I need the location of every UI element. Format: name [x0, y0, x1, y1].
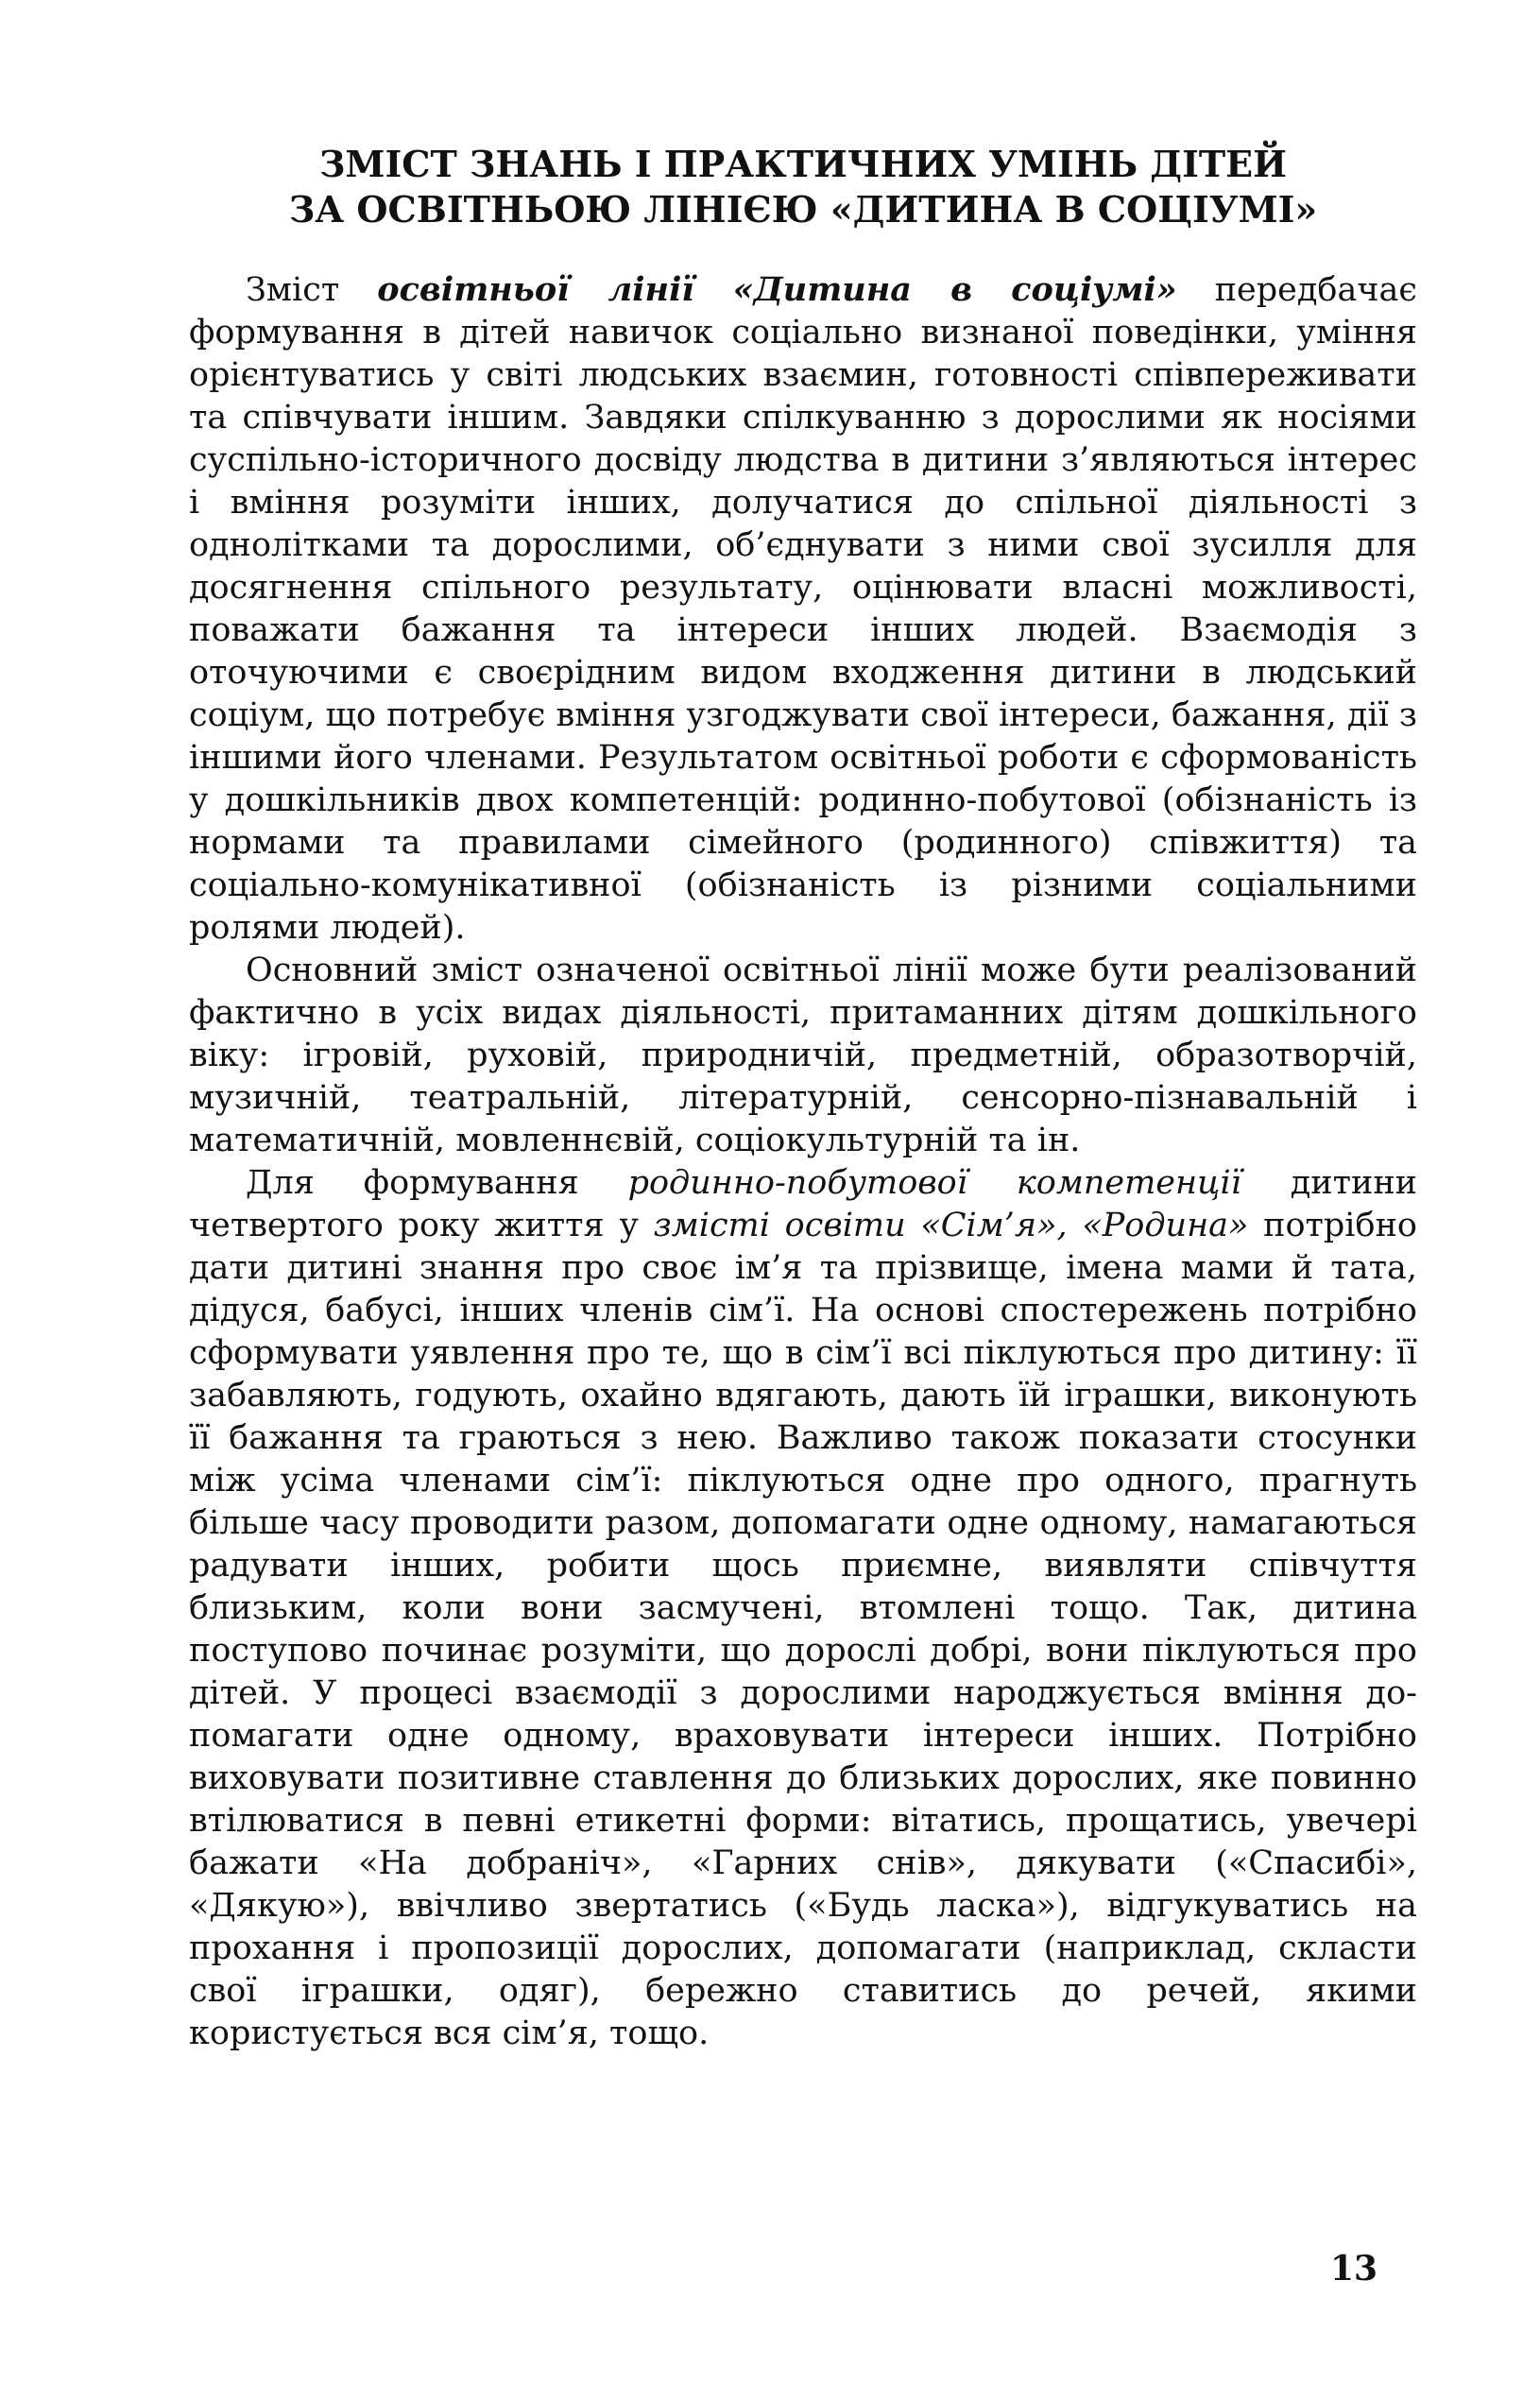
paragraph-1-start: Зміст [246, 271, 378, 309]
body-text [189, 268, 1417, 2055]
paragraph-2-text: Основний зміст означеної освітньої лінії може бути реалізований фактично в усіх видах діяльності, притаманних дітям дошкільного віку: ігровій, руховій, природничій, предметній, образотворчій, музичній, театральній, літературній, сенсорно-пізнавальній і математичній, мовленнєвій, соціокультурній та ін. [189, 951, 1417, 1159]
section-heading [189, 142, 1417, 232]
paragraph-3-emphasis-2: змісті освіти «Сім’я», «Родина» [653, 1207, 1249, 1244]
heading-line-2: ЗА ОСВІТНЬОЮ ЛІНІЄЮ «ДИТИНА В СОЦІУМІ» [288, 188, 1318, 231]
paragraph-1-rest: передбачає формування в дітей навичок соціально визнаної поведінки, уміння орієнтуватись у світі людських взаємин, готовності співпереживати та співчувати іншим. Завдяки спілкуванню з дорослими як носіями суспільно-історичного досвіду людства в дитини з’являються інтерес і вміння розуміти інших, долучатися до спільної діяльності з однолітками та дорослими, об’єднувати з ними свої зусилля для досягнення спільного результату, оцінювати власні можливості, поважати бажання та інтереси інших людей. Взаємодія з оточуючими є своєрідним видом входження дитини в людський соціум, що потребує вміння узгоджувати свої інтереси, бажання, дії з іншими його членами. Результатом освітньої роботи є сформованість у дошкільників двох компетенцій: родинно-побутової (обізнаність із нормами та правилами сімейного (родинного) співжиття) та соціально-комунікативної (обізнаність із різними соціальними ролями людей). [189, 271, 1417, 947]
paragraph-3-emphasis-1: родинно-побутової компетенції [627, 1164, 1241, 1202]
paragraph-3-rest: потрібно дати дитині знання про своє ім’я та прізвище, імена мами й тата, дідуся, бабусі, інших членів сім’ї. На основі спостережень потрібно сформувати уявлення про те, що в сім’ї всі піклуються про дитину: її забавляють, годують, охайно вдягають, дають їй іграшки, виконують її бажання та граються з нею. Важливо також показати стосунки між усіма членами сім’ї: піклуються одне про одного, прагнуть більше часу проводити разом, допомагати одне одному, намагаються радувати інших, робити щось приємне, виявляти співчуття близьким, коли вони засмучені, втомлені тощо. Так, дитина поступово починає розуміти, що дорослі добрі, вони піклуються про дітей. У процесі взаємодії з дорослими народжується вміння допомагати одне одному, враховувати інтереси інших. Потрібно виховувати позитивне ставлення до близьких дорослих, яке повинно втілюватися в певні етикетні форми: вітатись, прощатись, увечері бажати «На добраніч», «Гарних снів», дякувати («Спасибі», «Дякую»), ввічливо звертатись («Будь ласка»), відгукуватись на прохання і пропозиції дорослих, допомагати (наприклад, скласти свої іграшки, одяг), бережно ставитись до речей, якими користується вся сім’я, тощо. [189, 1207, 1417, 2052]
page-content [189, 142, 1417, 2055]
paragraph-2 [189, 950, 1417, 1162]
paragraph-3 [189, 1162, 1417, 2055]
paragraph-1-emphasis: освітньої лінії «Дитина в соціумі» [377, 270, 1177, 309]
paragraph-3-start: Для формування [246, 1164, 628, 1202]
page-number: 13 [1330, 2249, 1378, 2289]
paragraph-1 [189, 268, 1417, 950]
paragraph-3-mid: дитини четвертого року життя у [189, 1164, 1417, 1244]
heading-line-1: ЗМІСТ ЗНАНЬ І ПРАКТИЧНИХ УМІНЬ ДІТЕЙ [319, 143, 1287, 185]
